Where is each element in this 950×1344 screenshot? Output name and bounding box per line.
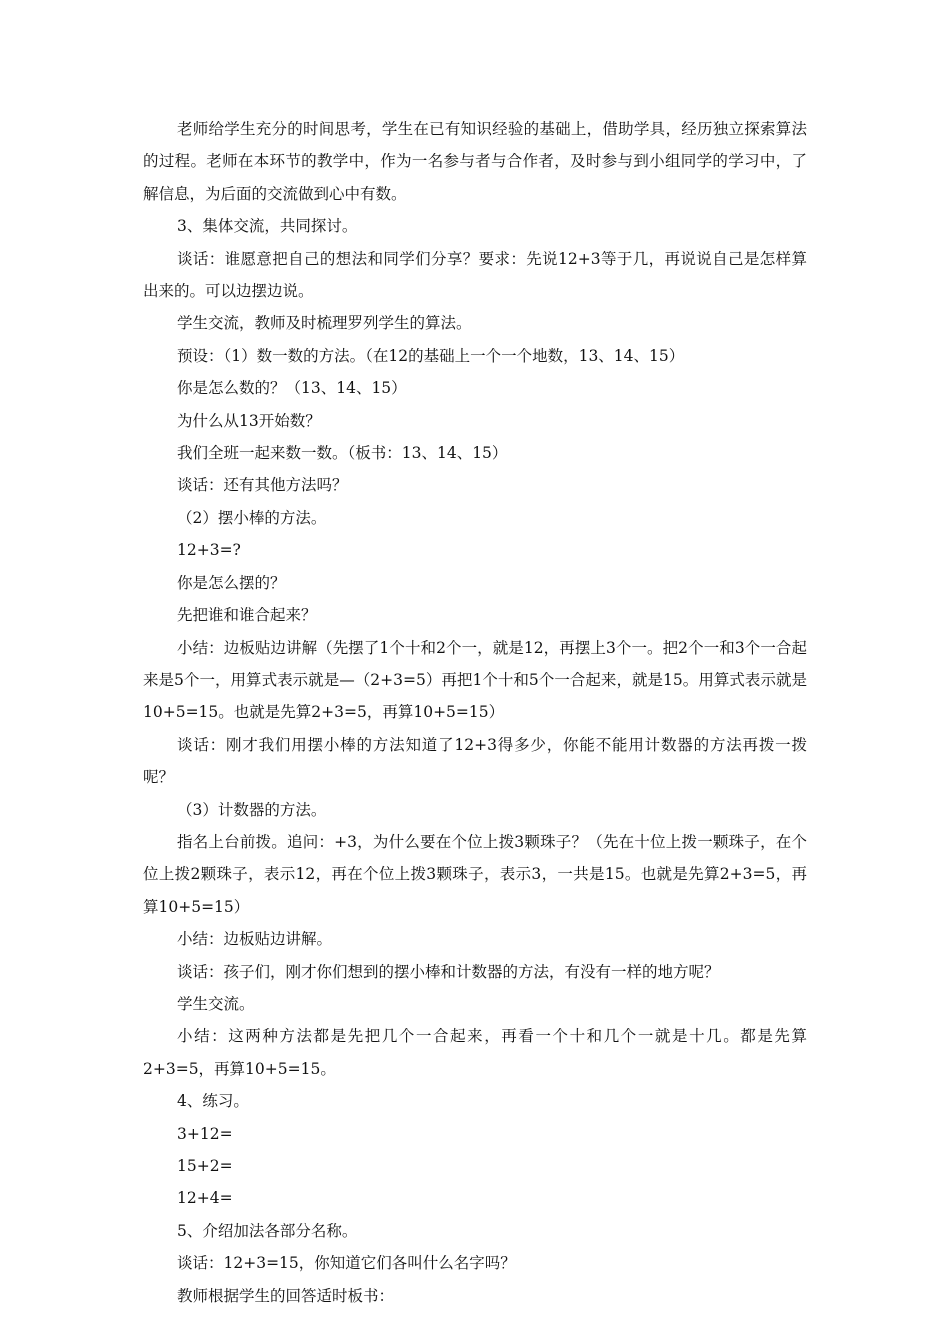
paragraph: 你是怎么数的？（13、14、15） <box>177 379 407 398</box>
section-heading: 3、集体交流，共同探讨。 <box>177 217 358 236</box>
paragraph: 谈话：12+3=15，你知道它们各叫什么名字吗？ <box>177 1254 516 1273</box>
paragraph: 谈话：谁愿意把自己的想法和同学们分享？要求：先说12+3等于几，再说说自己是怎样算出来的。可以边摆边说。 <box>143 249 807 301</box>
section-heading: 5、介绍加法各部分名称。 <box>177 1221 358 1240</box>
paragraph: 教师根据学生的回答适时板书： <box>177 1286 395 1305</box>
paragraph: 谈话：孩子们，刚才你们想到的摆小棒和计数器的方法，有没有一样的地方呢？ <box>177 962 720 981</box>
paragraph: （3）计数器的方法。 <box>177 800 327 819</box>
paragraph: 学生交流。 <box>177 994 255 1013</box>
paragraph: 12+3=? <box>177 541 241 560</box>
document-body <box>143 113 807 1312</box>
section-heading: 4、练习。 <box>177 1092 249 1111</box>
paragraph: 小结：边板贴边讲解。 <box>177 930 333 949</box>
exercise-item: 3+12= <box>177 1124 233 1143</box>
paragraph: 我们全班一起来数一数。（板书：13、14、15） <box>177 444 508 463</box>
paragraph: 先把谁和谁合起来？ <box>177 606 317 625</box>
paragraph: 指名上台前拨。追问：+3，为什么要在个位上拨3颗珠子？（先在十位上拨一颗珠子，在个位上拨2颗珠子，表示12，再在个位上拨3颗珠子，表示3，一共是15。也就是先算2+3=5，再算10+5=15） <box>143 832 807 916</box>
paragraph: 谈话：刚才我们用摆小棒的方法知道了12+3得多少，你能不能用计数器的方法再拨一拨呢？ <box>143 735 807 787</box>
paragraph: （2）摆小棒的方法。 <box>177 508 327 527</box>
paragraph: 预设：（1）数一数的方法。（在12的基础上一个一个地数，13、14、15） <box>177 346 685 365</box>
paragraph: 小结：边板贴边讲解（先摆了1个十和2个一，就是12，再摆上3个一。把2个一和3个一合起来是5个一，用算式表示就是—（2+3=5）再把1个十和5个一合起来，就是15。用算式表示就是10+5=15。也就是先算2+3=5，再算10+5=15） <box>143 638 807 722</box>
paragraph: 学生交流，教师及时梳理罗列学生的算法。 <box>177 314 472 333</box>
paragraph: 谈话：还有其他方法吗？ <box>177 476 348 495</box>
exercise-item: 15+2= <box>177 1157 233 1175</box>
paragraph: 为什么从13开始数？ <box>177 411 321 430</box>
exercise-item: 12+4= <box>177 1189 233 1208</box>
paragraph: 小结：这两种方法都是先把几个一合起来，再看一个十和几个一就是十几。都是先算2+3=5，再算10+5=15。 <box>143 1027 807 1078</box>
paragraph: 你是怎么摆的？ <box>177 573 286 592</box>
paragraph: 老师给学生充分的时间思考，学生在已有知识经验的基础上，借助学具，经历独立探索算法的过程。老师在本环节的教学中，作为一名参与者与合作者，及时参与到小组同学的学习中，了解信息，为后面的交流做到心中有数。 <box>143 120 807 203</box>
